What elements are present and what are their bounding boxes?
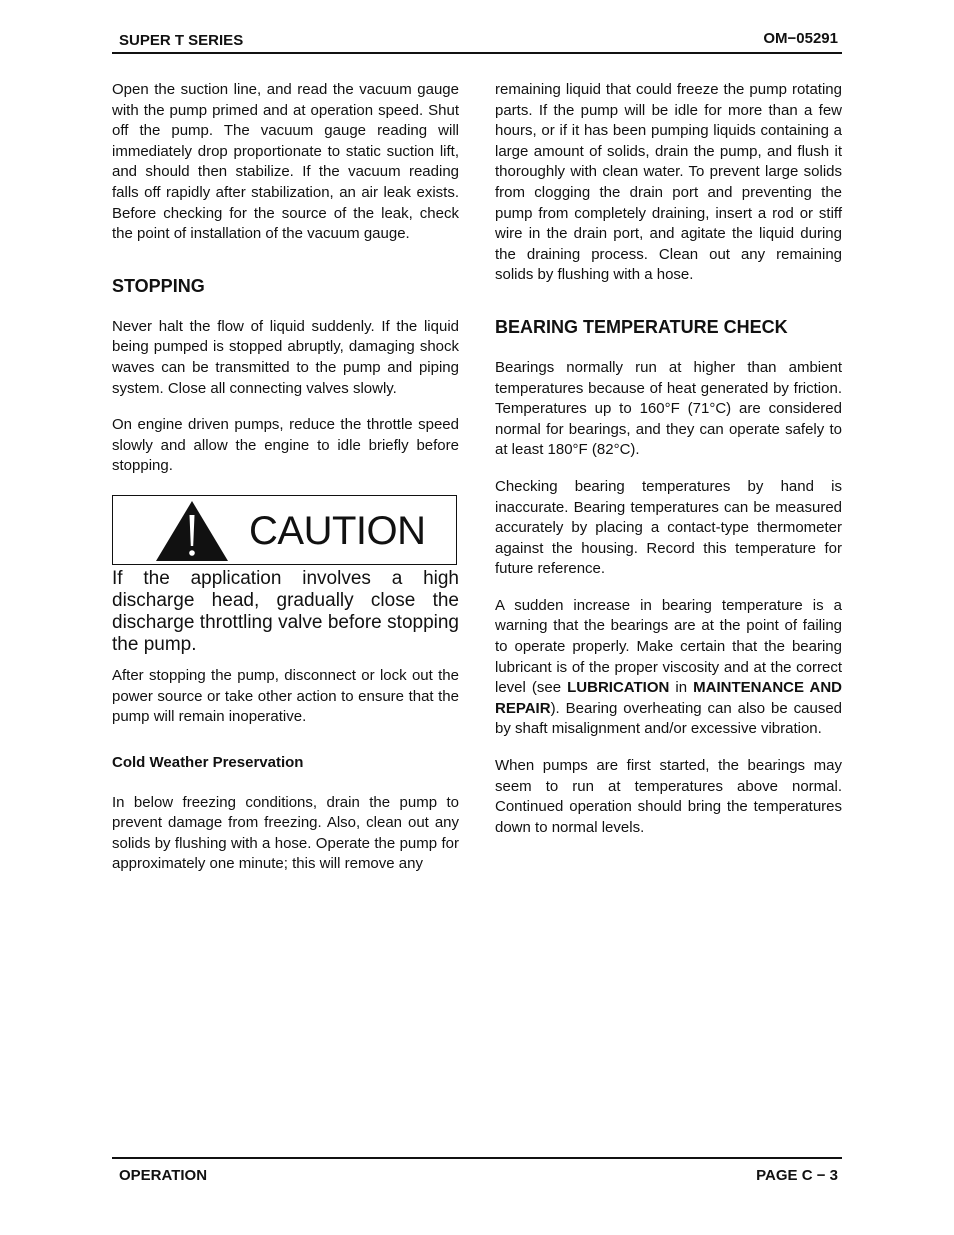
warning-triangle-icon [154, 498, 230, 562]
paragraph-bearing-increase [495, 596, 842, 740]
page-header [112, 28, 842, 54]
heading-bearing-temperature: BEARING TEMPERATURE CHECK [495, 316, 788, 337]
caution-box [112, 495, 457, 565]
page-footer [112, 1157, 842, 1189]
caution-label: CAUTION [249, 508, 426, 553]
text-fragment: ). Bearing overheating can also be caused by shaft misalignment and/or excessive vibration. [495, 699, 842, 738]
paragraph-drain-continued: remaining liquid that could freeze the pump rotating parts. If the pump will be idle for more than a few hours, or if it has been pumping liquids containing a large amount of solids, drain the pump, and flush it thoroughly with clean water. To prevent large solids from clogging the drain port and preventing the pump from completely draining, insert a rod or stiff wire in the drain port, and agitate the liquid during the draining process. Clean out any remaining solids by flushing with a hose. [495, 81, 842, 284]
right-column [495, 80, 842, 838]
heading-cold-weather: Cold Weather Preservation [112, 753, 304, 771]
text-fragment: in [669, 679, 694, 697]
paragraph-bearing-measure: Checking bearing temperatures by hand is inaccurate. Bearing temperatures can be measured accurately by placing a contact-type thermometer against the housing. Record this temperature for future reference. [495, 477, 842, 578]
heading-stopping: STOPPING [112, 275, 205, 296]
header-doc-number: OM−05291 [763, 30, 838, 47]
paragraph-first-started: When pumps are first started, the bearings may seem to run at temperatures above normal. Continued operation should bring the temperatures down to normal levels. [495, 757, 842, 836]
paragraph-vacuum-gauge: Open the suction line, and read the vacuum gauge with the pump primed and at operation speed. Shut off the pump. The vacuum gauge reading will immediately drop proportionate to static suction lift, and should then stabilize. If the vacuum reading falls off rapidly after stabilization, an air leak exists. Before checking for the source of the leak, check the point of installation of the vacuum gauge. [112, 81, 459, 243]
paragraph-bearing-normal: Bearings normally run at higher than ambient temperatures because of heat generated by friction. Temperatures up to 160°F (71°C) are considered normal for bearings, and they can operate safely to at least 180°F (82°C). [495, 358, 842, 459]
reference-lubrication: LUBRICATION [567, 679, 670, 697]
paragraph-after-stopping: After stopping the pump, disconnect or lock out the power source or take other action to ensure that the pump will remain inoperative. [112, 666, 459, 726]
paragraph-freezing: In below freezing conditions, drain the pump to prevent damage from freezing. Also, clean out any solids by flushing with a hose. Operate the pump for approximately one minute; this will remove any [112, 793, 459, 873]
paragraph-halt-flow: Never halt the flow of liquid suddenly. If the liquid being pumped is stopped abruptly, damaging shock waves can be transmitted to the pump and piping system. Close all connecting valves slowly. [112, 317, 459, 397]
text-fragment: A sudden increase in bearing temperature is a warning that the bearings are at the point of failing to operate properly. Make certain that the bearing lubricant is of the proper viscosity and at the correct level (see [495, 596, 842, 697]
reference-maintenance-repair: MAINTENANCE AND REPAIR [495, 679, 842, 717]
footer-section: OPERATION [119, 1167, 208, 1184]
header-series: SUPER T SERIES [119, 32, 244, 49]
footer-page-number: PAGE C − 3 [756, 1167, 838, 1184]
caution-message: If the application involves a high discharge head, gradually close the discharge throttling valve before stopping the pump. [112, 567, 459, 655]
paragraph-engine-driven: On engine driven pumps, reduce the throttle speed slowly and allow the engine to idle briefly before stopping. [112, 416, 459, 475]
left-column [112, 80, 459, 875]
